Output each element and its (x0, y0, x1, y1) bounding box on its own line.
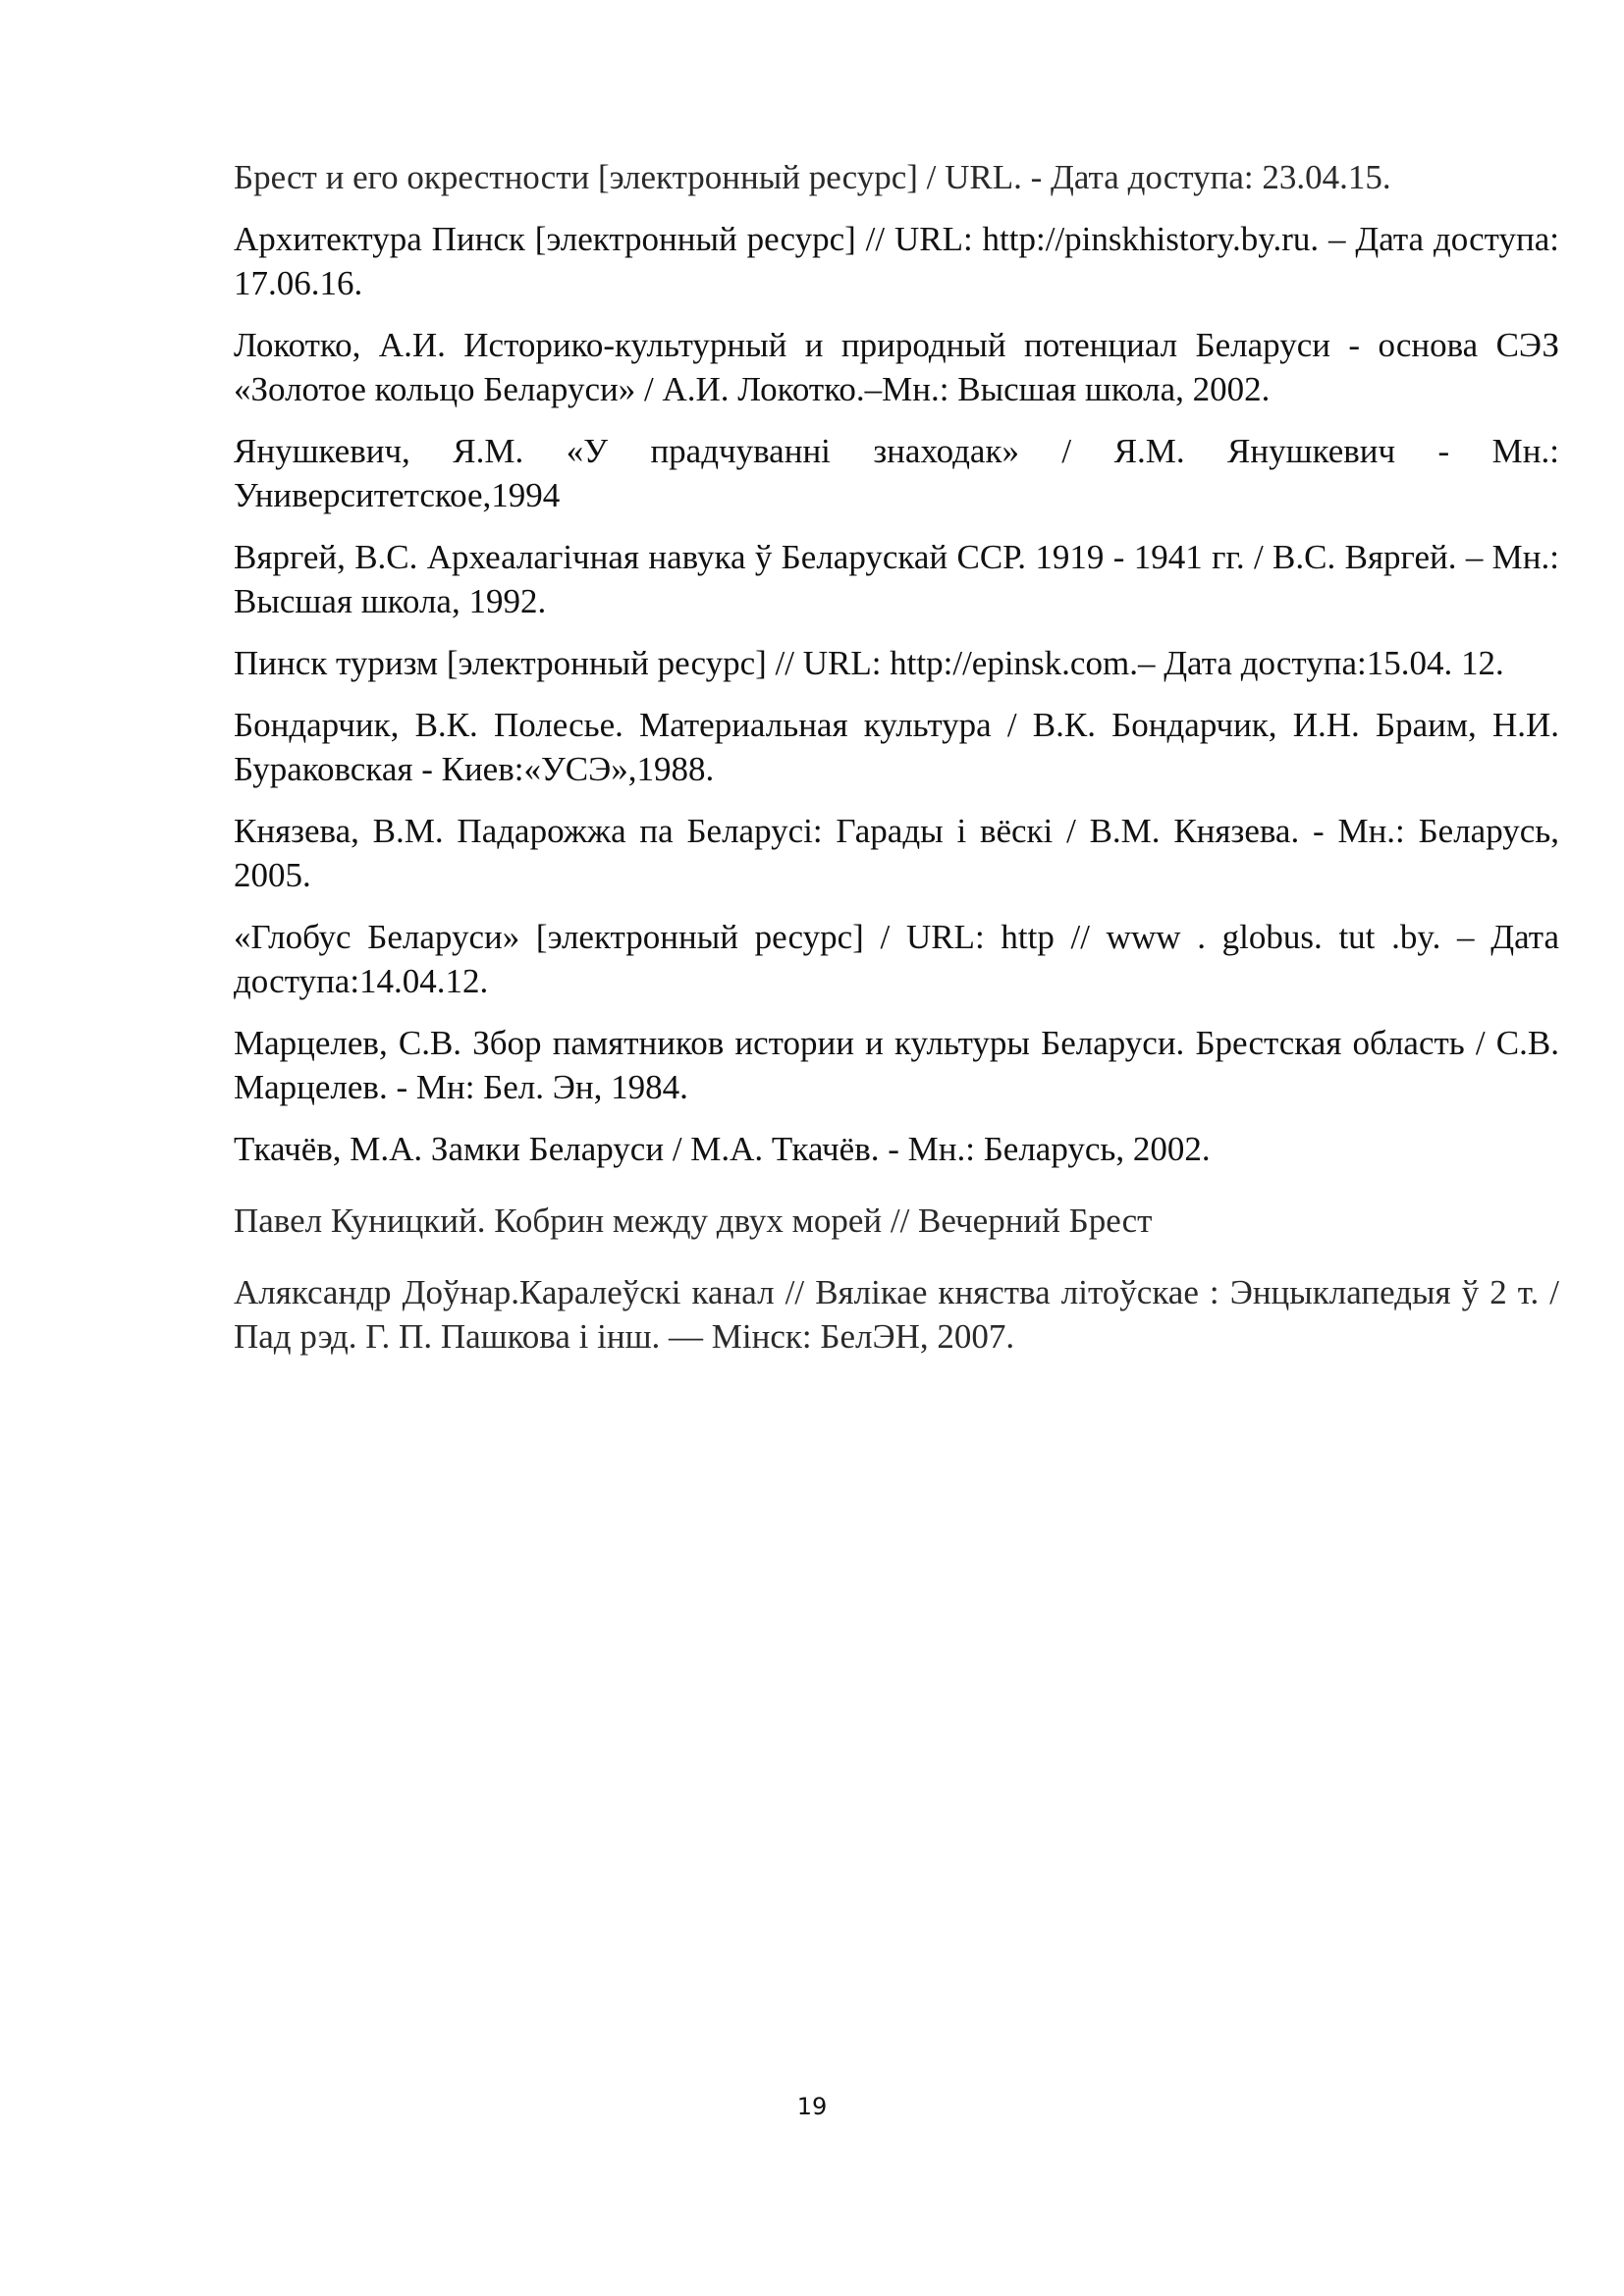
reference-item-1: Брест и его окрестности [электронный ресурс] / URL. - Дата доступа: 23.04.15. (234, 158, 1391, 196)
reference-item-5: Вяргей, В.С. Археалагічная навука ў Беларускай ССР. 1919 - 1941 гг. / В.С. Вяргей. – Мн.: Высшая школа, 1992. (234, 538, 1559, 620)
reference-item-2: Архитектура Пинск [электронный ресурс] // URL: http://pinskhistory.by.ru. – Дата доступа: 17.06.16. (234, 220, 1559, 302)
reference-item-12: Павел Куницкий. Кобрин между двух морей // Вечерний Брест (234, 1201, 1153, 1240)
reference-item-9: «Глобус Беларуси» [электронный ресурс] / URL: http // www . globus. tut .by. – Дата доступа:14.04.12. (234, 918, 1559, 1000)
page-number: 19 (796, 2093, 828, 2120)
reference-item-7: Бондарчик, В.К. Полесье. Материальная культура / В.К. Бондарчик, И.Н. Браим, Н.И. Бураковская - Киев:«УСЭ»,1988. (234, 706, 1559, 788)
reference-item-6: Пинск туризм [электронный ресурс] // URL: http://epinsk.com.– Дата доступа:15.04. 12. (234, 644, 1504, 682)
reference-item-4: Янушкевич, Я.М. «У прадчуванні знаходак» / Я.М. Янушкевич - Мн.: Университетское,1994 (234, 432, 1559, 514)
reference-item-13: Аляксандр Доўнар.Каралеўскі канал // Вялікае княства літоўскае : Энцыклапедыя ў 2 т. / Пад рэд. Г. П. Пашкова і інш. — Мінск: БелЭН, 2007. (234, 1273, 1559, 1356)
reference-item-10: Марцелев, С.В. Збор памятников истории и культуры Беларуси. Брестская область / С.В. Марцелев. - Мн: Бел. Эн, 1984. (234, 1024, 1559, 1106)
reference-item-11: Ткачёв, М.А. Замки Беларуси / М.А. Ткачёв. - Мн.: Беларусь, 2002. (234, 1130, 1211, 1168)
reference-item-8: Князева, В.М. Падарожжа па Беларусі: Гарады і вёскі / В.М. Князева. - Мн.: Беларусь, 2005. (234, 812, 1559, 894)
bibliography-list (234, 155, 1559, 1376)
reference-item-3: Локотко, А.И. Историко-культурный и природный потенциал Беларуси - основа СЭЗ «Золотое кольцо Беларуси» / А.И. Локотко.–Мн.: Высшая школа, 2002. (234, 326, 1559, 408)
